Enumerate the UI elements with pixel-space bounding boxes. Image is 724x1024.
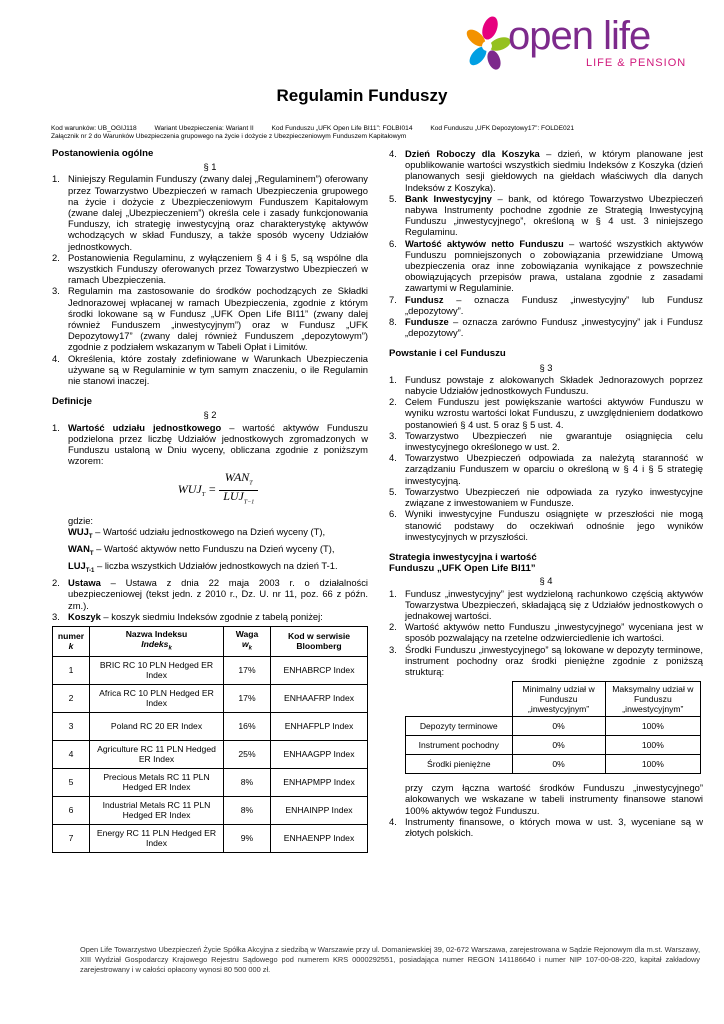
- th-nazwa: Nazwa Indeksu Indeks$_k$: [90, 626, 224, 656]
- section-heading: Powstanie i cel Funduszu: [389, 348, 506, 360]
- brand-tagline: LIFE & PENSION: [586, 57, 687, 69]
- definicje-list: [52, 422, 368, 622]
- meta-kod-warunkow: Kod warunków: UB_OGIJ118: [51, 125, 137, 132]
- table-row: Środki pieniężne 0% 100%: [406, 755, 701, 774]
- footer: Open Life Towarzystwo Ubezpieczeń Życie Spółka Akcyjna z siedzibą w Warszawie przy ul. Domaniewskiej 39, 02-672 Warszawa, zarejestrowana w Sądzie Rejonowym dla m.st. Warszawy, XIII Wydział Gospodarczy Krajowego Rejestru Sądowego pod numerem KRS 0000292551, posiadająca numer REGON 141186640 i numer NIP 107-00-08-220, kapitał zakładowy zarejestrowany i w całości opłacony wynosi 80 500 000 zł.: [80, 945, 700, 974]
- right-column: [389, 148, 703, 838]
- list-item: 2. Wartość aktywów netto Funduszu „inwestycyjnego” wyceniana jest w sposób pozwalający na rzetelne odzwierciedlenie ich wartości.: [389, 621, 703, 644]
- list-item: 3. Regulamin ma zastosowanie do środków pochodzących ze Składki Jednorazowej wpłacanej w ramach Ubezpieczenia, zgodnie z którym środki lokowane są w Fundusz „UFK Open Life BI11” (zwany dalej również Funduszem „inwestycyjnym”) oraz w Fundusz „UFK Depozytowy17” (zwany dalej również Funduszem „depozytowym”) zgodnie z podziałem wskazanym w Tabeli Opłat i Limitów.: [52, 285, 368, 353]
- gdzie-item: $WUJ_T$ – Wartość udziału jednostkowego na Dzień wyceny (T),: [68, 525, 326, 540]
- list-item: 5. Bank Inwestycyjny – bank, od którego Towarzystwo Ubezpieczeń nabywa Instrumenty pochodne zgodnie ze Strategią Inwestycyjną Funduszu „inwestycyjnego”, określoną w § 4 ust. 3 niniejszego Regulaminu.: [389, 192, 703, 238]
- list-item: 6. Wartość aktywów netto Funduszu – wartość wszystkich aktywów Funduszu pomniejszonych o zobowiązania przewidziane Umową ubezpieczenia oraz inne zobowiązania wynikające z powszechnie obowiązujących przepisów prawa, ustalana zgodnie z zasadami zawartymi w Regulaminie.: [389, 237, 703, 294]
- section-number: § 2: [203, 409, 217, 421]
- list-item: 7. Fundusz – oznacza Fundusz „inwestycyjny” lub Fundusz „depozytowy”.: [389, 293, 703, 316]
- list-item: 3. Towarzystwo Ubezpieczeń nie gwarantuje osiągnięcia celu inwestycyjnego określonego w ust. 2.: [389, 429, 703, 453]
- list-item: 1. Wartość udziału jednostkowego – wartość aktywów Funduszu podzielona przez liczbę Udziałów jednostkowych zgromadzonych w Funduszu ustaloną w Dniu wyceny, obliczana zgodnie z poniższym wzorem: $WUJ_T$ = $\frac{WAN_T}{LUJ_{T-1}}$ gdzie: $WUJ_T$ – Wartość udziału jednostkowego na Dzień wyceny (T), $WAN_T$ – Wartość aktywów netto Funduszu na Dzień wyceny (T), $LUJ_{T-1}$ – liczba wszystkich Udziałów jednostkowych na dzień T-1.: [52, 422, 368, 577]
- table-row: Instrument pochodny 0% 100%: [406, 736, 701, 755]
- section-number: § 4: [539, 575, 553, 587]
- table-row: 1 BRIC RC 10 PLN Hedged ER Index 17% ENHABRCP Index: [53, 656, 368, 684]
- table-row: 2 Africa RC 10 PLN Hedged ER Index 17% ENHAAFRP Index: [53, 684, 368, 712]
- section-heading: Postanowienia ogólne: [52, 148, 154, 159]
- list-item: 4. Towarzystwo Ubezpieczeń odpowiada za należytą staranność w zarządzaniu Funduszem w oparciu o określoną w § 4 i § 5 strategię inwestycyjną.: [389, 452, 703, 486]
- document-meta: [51, 125, 691, 141]
- page-title: Regulamin Funduszy: [276, 86, 448, 105]
- list-item: 4. Dzień Roboczy dla Koszyka – dzień, w którym planowane jest opublikowanie wartości wszystkich siedmiu Indeksów z Koszyka (dzień planowanych sesji giełdowych na giełdach właściwych dla danych Indeksów z Koszyka).: [389, 148, 703, 193]
- list-item: 6. Wyniki inwestycyjne Funduszu osiągnięte w przeszłości nie mogą stanowić podstawy do oczekiwań odnośnie jego wyników inwestycyjnych w przyszłości.: [389, 508, 703, 542]
- index-table: [52, 626, 368, 853]
- th-max: Maksymalny udział w Funduszu „inwestycyjnym”: [605, 682, 700, 717]
- th-waga: Waga $w_k$: [224, 626, 271, 656]
- meta-kod-funduszu-2: Kod Funduszu „UFK Depozytowy17”: FOLDE021: [430, 125, 575, 132]
- th-numer: numer k: [53, 626, 90, 656]
- section-number: § 3: [539, 361, 553, 373]
- table-row: 6 Industrial Metals RC 11 PLN Hedged ER Index 8% ENHAINPP Index: [53, 796, 368, 824]
- postanowienia-list: [52, 173, 368, 386]
- list-item: 8. Fundusze – oznacza zarówno Fundusz „inwestycyjny” jak i Fundusz „depozytowy”.: [389, 316, 703, 339]
- th-kod: Kod w serwisie Bloomberg: [271, 626, 368, 656]
- list-item: 3. Środki Funduszu „inwestycyjnego” są lokowane w depozyty terminowe, instrument pochodny oraz środki pieniężne zgodnie z poniższą strukturą: Minimalny udział w Funduszu „inwestycyjnym” Maksymalny udział w Funduszu „inwestycyjnym” Depozyty terminowe 0% 100% Instrument pochodny 0% 100% Środki pieniężne 0% 100% przy czym łączna wartość środków Funduszu „inwestycyjnego” alokowanych we wskazane w tabeli instrumenty finansowe stanowi 100% aktywów tegoż Funduszu.: [389, 643, 703, 816]
- brand-name: open life: [508, 14, 651, 58]
- gdzie-item: $WAN_T$ – Wartość aktywów netto Funduszu na Dzień wyceny (T),: [68, 542, 335, 557]
- list-item: 3. Koszyk – koszyk siedmiu Indeksów zgodnie z tabelą poniżej:: [52, 610, 323, 622]
- table-row: 7 Energy RC 11 PLN Hedged ER Index 9% ENHAENPP Index: [53, 824, 368, 852]
- section-number: § 1: [203, 161, 217, 173]
- list-item: 4. Określenia, które zostały zdefiniowane w Warunkach Ubezpieczenia używane są w Regulaminie w tym samym znaczeniu, o ile Regulamin nie stanowi inaczej.: [52, 352, 368, 387]
- section-heading: Strategia inwestycyjna i wartość Funduszu „UFK Open Life BI11”: [389, 551, 537, 575]
- formula: $WUJ_T$ = $\frac{WAN_T}{LUJ_{T-1}}$: [68, 472, 368, 508]
- powstanie-list: [389, 374, 703, 542]
- section-heading: Definicje: [52, 396, 92, 408]
- list-item: 5. Towarzystwo Ubezpieczeń nie odpowiada za ryzyko inwestycyjne związane z inwestowaniem w Fundusze.: [389, 485, 703, 509]
- th-min: Minimalny udział w Funduszu „inwestycyjnym”: [512, 682, 605, 717]
- after-table-text: przy czym łączna wartość środków Funduszu „inwestycyjnego” alokowanych we wskazane w tabeli instrumenty finansowe stanowi 100% aktywów tegoż Funduszu.: [405, 782, 703, 816]
- list-item: 2. Ustawa – Ustawa z dnia 22 maja 2003 r. o działalności ubezpieczeniowej (tekst jedn. z 2010 r., Dz. U. nr 11, poz. 66 z późn. zm.).: [52, 577, 368, 611]
- list-item: 4. Instrumenty finansowe, o których mowa w ust. 3, wyceniane są w złotych polskich.: [389, 815, 703, 838]
- table-row: Depozyty terminowe 0% 100%: [406, 717, 701, 736]
- table-row: 4 Agriculture RC 11 PLN Hedged ER Index 25% ENHAAGPP Index: [53, 740, 368, 768]
- list-item: 2. Celem Funduszu jest powiększanie wartości aktywów Funduszu w wyniku wzrostu wartości lokat Funduszu, z uwzględnieniem dodatkowo postanowień § 4 ust. 5 oraz § 5 ust. 4.: [389, 396, 703, 430]
- list-item: 1. Fundusz powstaje z alokowanych Składek Jednorazowych poprzez nabycie Udziałów jednostkowych Funduszu.: [389, 373, 703, 397]
- strategia-list: [389, 588, 703, 839]
- structure-table: [405, 681, 701, 774]
- left-column: [52, 148, 368, 853]
- flower-logo-icon: [462, 14, 512, 78]
- meta-zalacznik: Załącznik nr 2 do Warunków Ubezpieczenia grupowego na życie i dożycie z Ubezpieczeniowym Funduszem Kapitałowym: [51, 133, 407, 140]
- definicje-list-cont: [389, 148, 703, 338]
- gdzie-item: $LUJ_{T-1}$ – liczba wszystkich Udziałów jednostkowych na dzień T-1.: [68, 560, 338, 574]
- table-row: 5 Precious Metals RC 11 PLN Hedged ER Index 8% ENHAPMPP Index: [53, 768, 368, 796]
- list-item: 1. Fundusz „inwestycyjny” jest wydzieloną rachunkowo częścią aktywów Towarzystwa Ubezpieczeń, składającą się z Udziałów jednostkowych o jednakowej wartości.: [389, 587, 703, 621]
- table-row: 3 Poland RC 20 ER Index 16% ENHAFPLP Index: [53, 712, 368, 740]
- list-item: 1. Niniejszy Regulamin Funduszy (zwany dalej „Regulaminem”) oferowany przez Towarzystwo Ubezpieczeń w ramach Ubezpieczenia grupowego na życie i dożycie z Ubezpieczeniowym Funduszem Kapitałowym (zwane dalej „Ubezpieczeniem”) określa cele i zasady funkcjonowania Funduszy, ich strategię inwestycyjną oraz charakterystykę aktywów wchodzących w skład Funduszy, a także sposób wyceny Udziałów jednostkowych.: [52, 173, 368, 252]
- list-item: 2. Postanowienia Regulaminu, z wyłączeniem § 4 i § 5, są wspólne dla wszystkich Funduszy oferowanych przez Towarzystwo Ubezpieczeń w ramach Ubezpieczenia.: [52, 251, 368, 286]
- gdzie: gdzie:: [68, 514, 94, 526]
- meta-wariant: Wariant Ubezpieczenia: Wariant II: [154, 125, 254, 132]
- meta-kod-funduszu-1: Kod Funduszu „UFK Open Life BI11”: FOLBI014: [271, 125, 413, 132]
